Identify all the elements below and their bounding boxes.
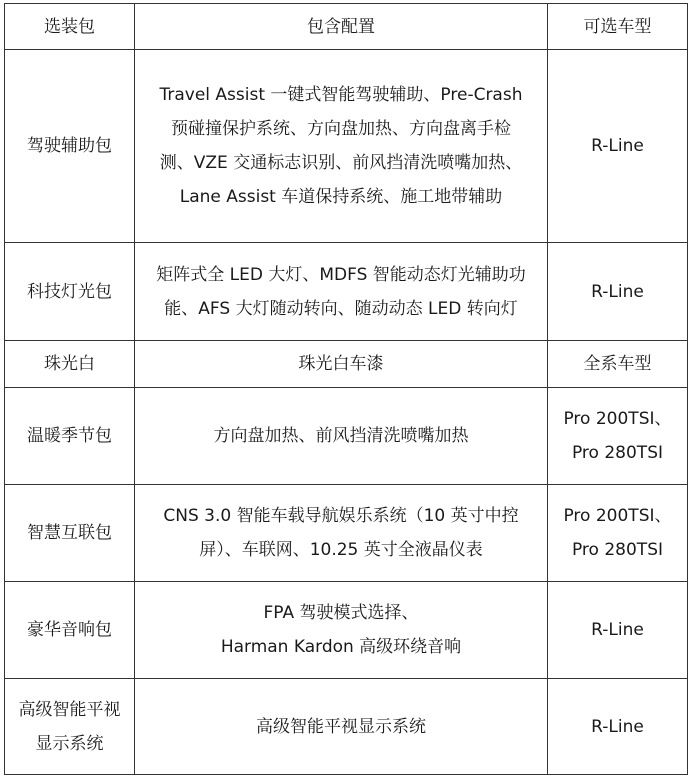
model-name: Pro 280TSI xyxy=(571,540,663,560)
model-name: R-Line xyxy=(591,136,644,156)
package-name: 高级智能平视 xyxy=(18,699,121,720)
model-name: Pro 200TSI、 xyxy=(563,506,672,526)
package-cell xyxy=(5,243,135,341)
package-cell xyxy=(5,679,135,775)
model-name: Pro 200TSI、 xyxy=(563,409,672,429)
model-name: R-Line xyxy=(591,281,644,302)
config-cell xyxy=(135,243,548,341)
table-row xyxy=(5,485,688,582)
header-package: 选装包 xyxy=(5,4,135,50)
config-line: 预碰撞保护系统、方向盘加热、方向盘离手检 xyxy=(171,119,511,139)
config-line: 矩阵式全 LED 大灯、MDFS 智能动态灯光辅助功 xyxy=(156,264,526,285)
package-name: 显示系统 xyxy=(35,733,104,754)
config-line: 珠光白车漆 xyxy=(298,354,384,374)
config-line: 方向盘加热、前风挡清洗喷嘴加热 xyxy=(213,426,469,446)
models-cell xyxy=(548,582,688,679)
table-header-row xyxy=(5,4,688,50)
config-line: CNS 3.0 智能车载导航娱乐系统（10 英寸中控 xyxy=(163,506,519,526)
table-row xyxy=(5,50,688,243)
config-cell xyxy=(135,582,548,679)
header-models: 可选车型 xyxy=(548,4,688,50)
options-table xyxy=(4,3,688,775)
config-cell xyxy=(135,679,548,775)
table-row xyxy=(5,341,688,388)
model-name: Pro 280TSI xyxy=(571,443,663,463)
table-row xyxy=(5,243,688,341)
table-row xyxy=(5,679,688,775)
package-name: 科技灯光包 xyxy=(27,281,112,302)
config-cell xyxy=(135,388,548,485)
models-cell xyxy=(548,485,688,582)
table-row xyxy=(5,388,688,485)
package-name: 驾驶辅助包 xyxy=(27,136,112,156)
model-name: 全系车型 xyxy=(583,354,652,374)
config-line: 高级智能平视显示系统 xyxy=(256,716,426,737)
config-cell xyxy=(135,50,548,243)
package-cell xyxy=(5,341,135,388)
models-cell xyxy=(548,341,688,388)
models-cell xyxy=(548,243,688,341)
model-name: R-Line xyxy=(591,716,644,737)
package-cell xyxy=(5,388,135,485)
config-line: 测、VZE 交通标志识别、前风挡清洗喷嘴加热、 xyxy=(159,153,523,173)
models-cell xyxy=(548,388,688,485)
models-cell xyxy=(548,679,688,775)
config-line: Harman Kardon 高级环绕音响 xyxy=(220,637,462,657)
package-name: 智慧互联包 xyxy=(27,523,112,543)
package-cell xyxy=(5,50,135,243)
header-config: 包含配置 xyxy=(135,4,548,50)
package-name: 温暖季节包 xyxy=(27,426,112,446)
model-name: R-Line xyxy=(591,620,644,640)
package-cell xyxy=(5,582,135,679)
config-line: Lane Assist 车道保持系统、施工地带辅助 xyxy=(179,187,503,207)
package-cell xyxy=(5,485,135,582)
config-cell xyxy=(135,341,548,388)
package-name: 珠光白 xyxy=(44,354,95,374)
config-cell xyxy=(135,485,548,582)
table-row xyxy=(5,582,688,679)
models-cell xyxy=(548,50,688,243)
config-line: 屏）、车联网、10.25 英寸全液晶仪表 xyxy=(199,540,483,560)
config-line: FPA 驾驶模式选择、 xyxy=(263,603,419,623)
config-line: 能、AFS 大灯随动转向、随动动态 LED 转向灯 xyxy=(164,298,518,319)
package-name: 豪华音响包 xyxy=(27,620,112,640)
config-line: Travel Assist 一键式智能驾驶辅助、Pre-Crash xyxy=(159,85,523,105)
